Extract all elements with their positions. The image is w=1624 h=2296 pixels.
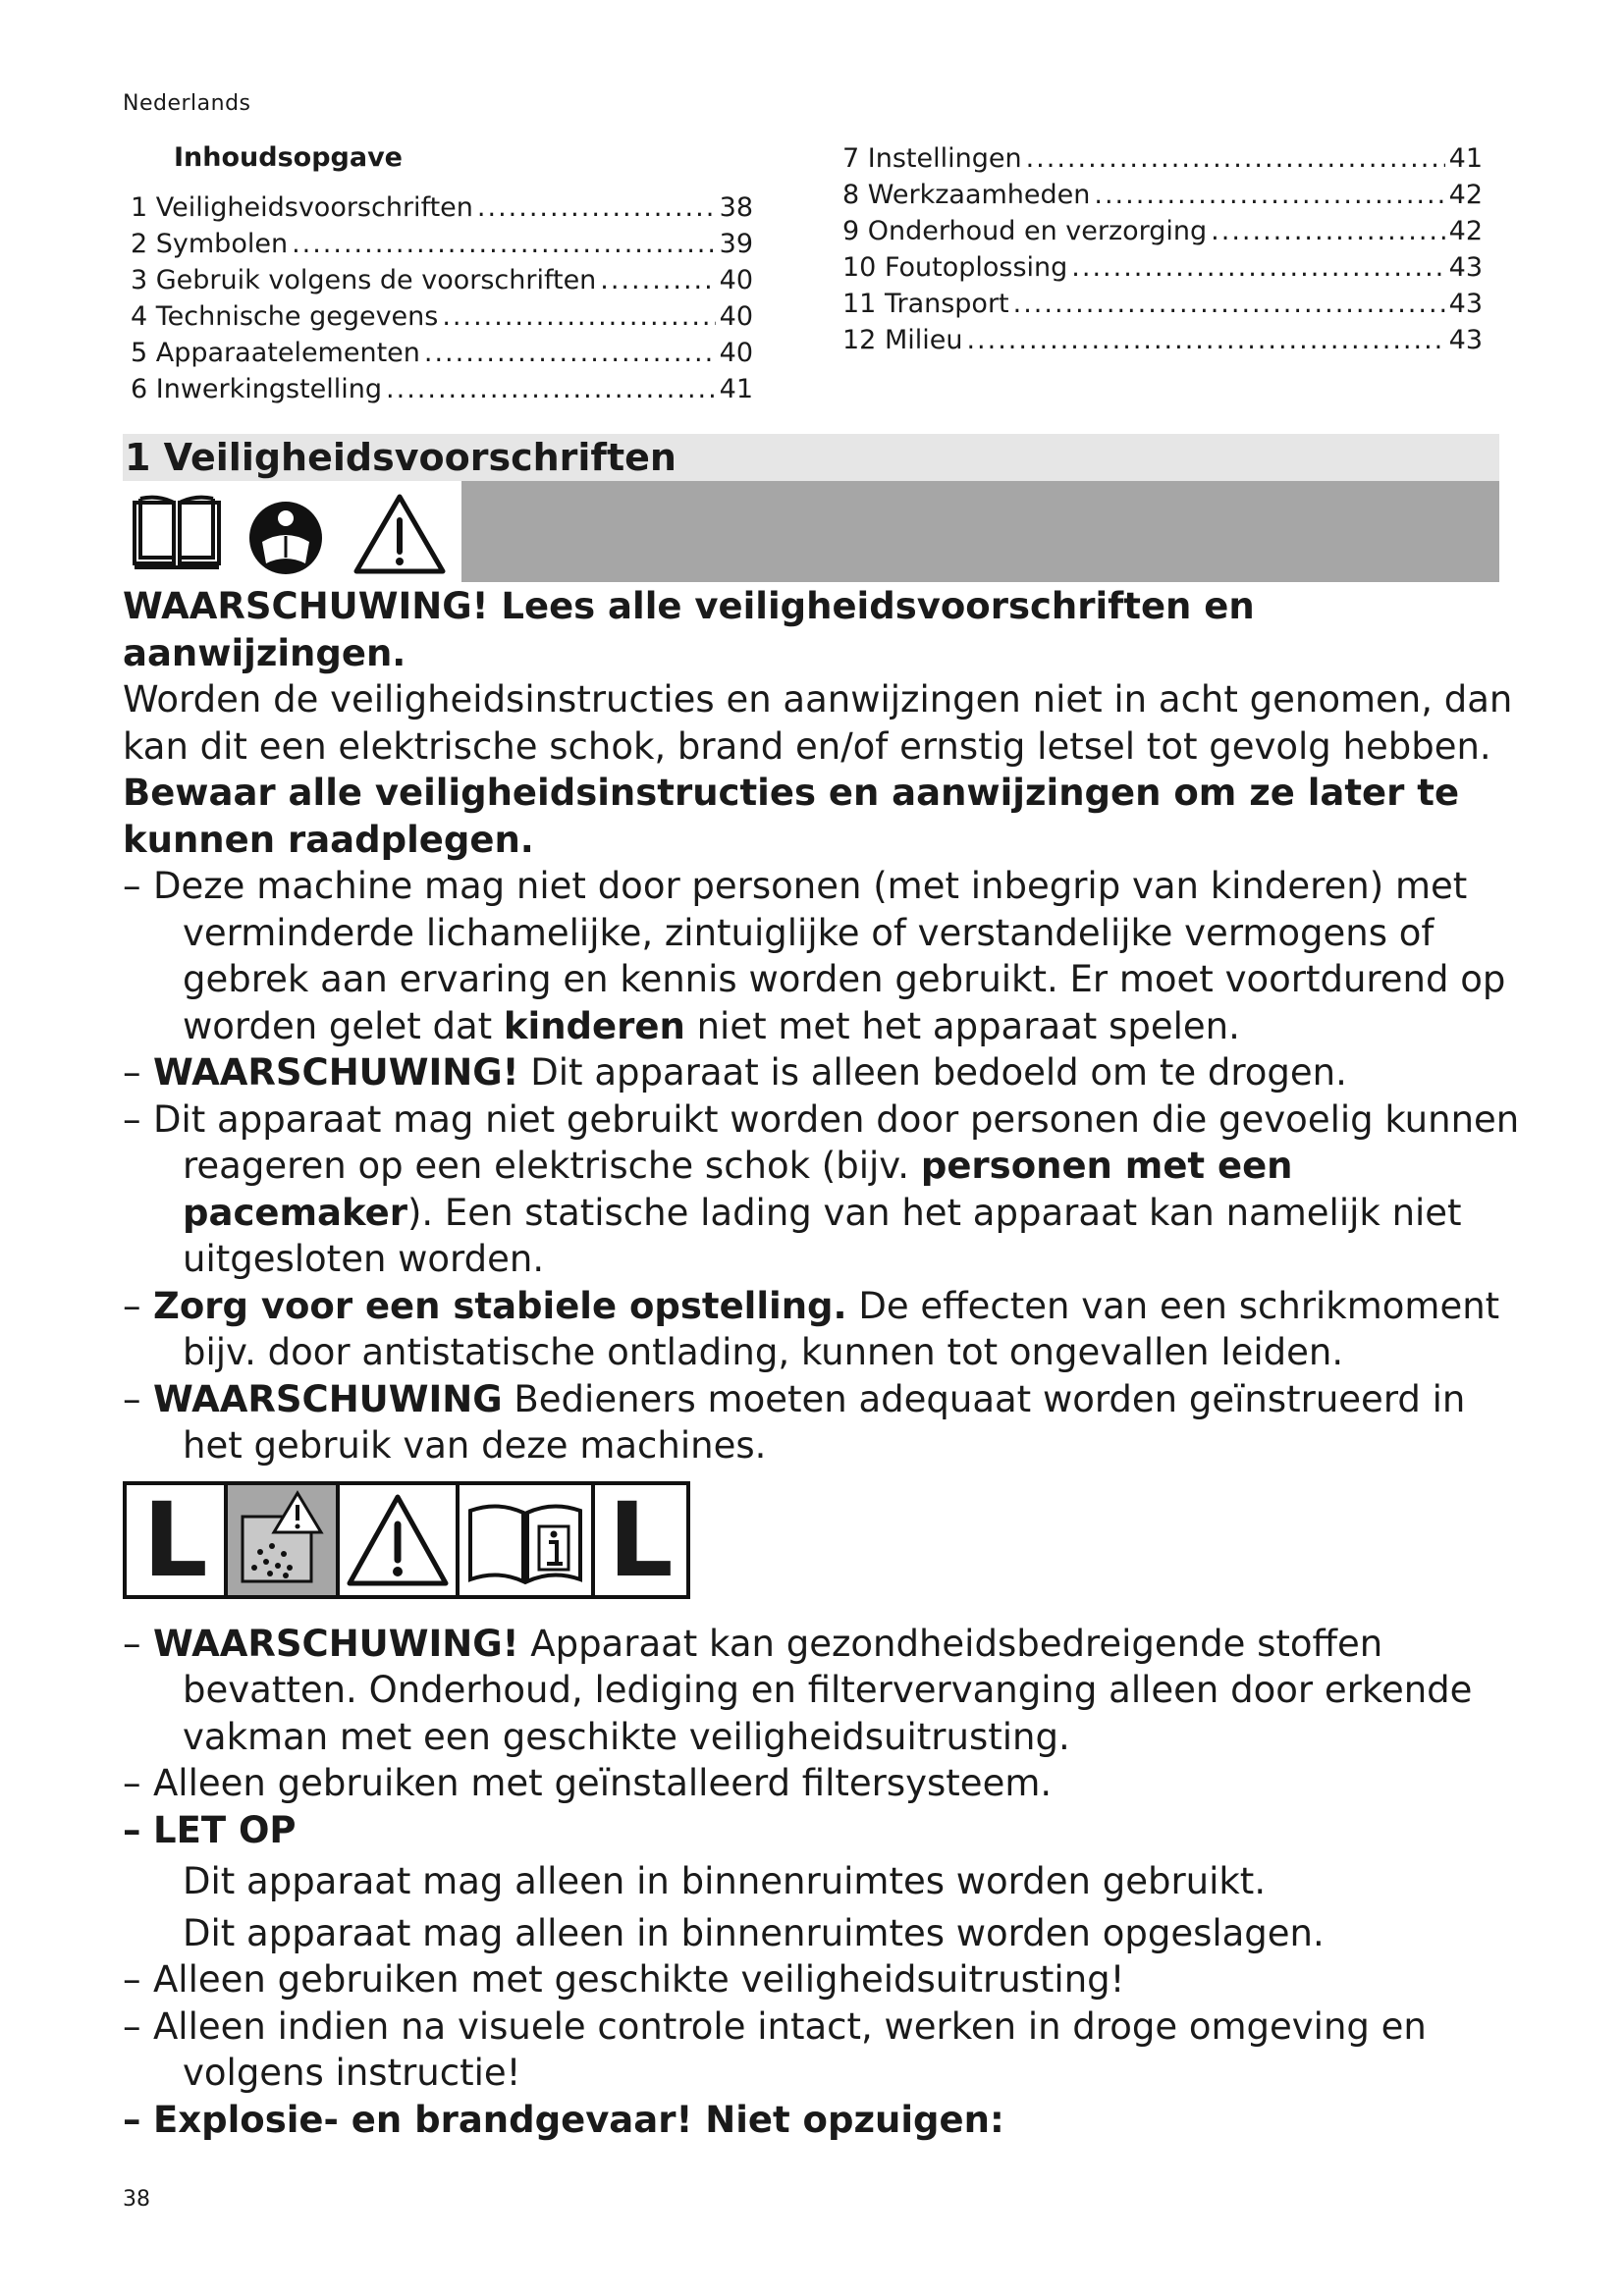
toc-entry-label: 12 Milieu <box>842 325 963 355</box>
toc-leader-dots <box>292 226 716 262</box>
toc-entry-page: 40 <box>719 301 753 332</box>
toc-entry-label: 1 Veiligheidsvoorschriften <box>131 192 473 223</box>
toc-entry-label: 4 Technische gegevens <box>131 301 439 332</box>
info-manual-icon <box>460 1481 595 1599</box>
list-dash: – <box>123 1051 141 1094</box>
toc-leader-dots <box>1071 249 1444 286</box>
toc-leader-dots <box>600 262 715 298</box>
warning-heading: WAARSCHUWING! Lees alle veiligheidsvoorschriften en aanwijzingen. <box>123 585 1255 674</box>
toc-entry-page: 43 <box>1448 289 1483 319</box>
safety-item <box>123 1049 1527 1096</box>
list-dash: – <box>123 2098 141 2141</box>
list-dash: – <box>123 865 141 907</box>
toc-entry[interactable] <box>842 249 1483 286</box>
document-language: Nederlands <box>123 91 251 116</box>
list-dash: – <box>123 1958 141 2001</box>
toc-entry-label: 5 Apparaatelementen <box>131 338 420 368</box>
toc-entry[interactable] <box>131 335 753 371</box>
safety-item <box>123 1621 1527 1761</box>
item-subline: Dit apparaat mag alleen in binnenruimtes worden opgeslagen. <box>183 1911 1325 1954</box>
info-manual-icon <box>464 1491 586 1589</box>
toc-leader-dots <box>1211 213 1444 249</box>
toc-entry-page: 40 <box>719 265 753 295</box>
item-emphasis: personen met een pacemaker <box>183 1145 1293 1234</box>
toc-entry[interactable] <box>842 213 1483 249</box>
toc-entry[interactable] <box>842 177 1483 213</box>
list-dash: – <box>123 1762 141 1804</box>
hazardous-dust-icon <box>233 1489 331 1591</box>
item-text: Alleen gebruiken met geschikte veiligheidsuitrusting! <box>153 1958 1125 2001</box>
toc-entry[interactable] <box>842 140 1483 177</box>
item-emphasis: WAARSCHUWING! <box>153 1051 519 1094</box>
toc-entry-label: 3 Gebruik volgens de voorschriften <box>131 265 597 295</box>
toc-entry-page: 41 <box>1448 143 1483 174</box>
warning-triangle-icon <box>340 1481 460 1599</box>
dust-class-pictograms <box>123 1481 1527 1599</box>
safety-item <box>123 1376 1527 1469</box>
toc-entry[interactable] <box>842 322 1483 358</box>
list-dash: – <box>123 1284 141 1327</box>
toc-entry-label: 7 Instellingen <box>842 143 1022 174</box>
toc-entry[interactable] <box>131 189 753 226</box>
item-emphasis: WAARSCHUWING <box>153 1377 503 1420</box>
dust-class-letter: L <box>142 1479 208 1600</box>
toc-entry-label: 9 Onderhoud en verzorging <box>842 216 1208 246</box>
toc-entry-page: 42 <box>1448 180 1483 210</box>
warning-triangle-icon <box>351 491 449 577</box>
toc-entry-page: 42 <box>1448 216 1483 246</box>
warning-triangle-icon <box>344 1491 452 1589</box>
item-text: Alleen gebruiken met geïnstalleerd filtersysteem. <box>153 1762 1053 1804</box>
safety-item <box>123 1283 1527 1376</box>
toc-entry-page: 43 <box>1448 325 1483 355</box>
toc-entry-label: 2 Symbolen <box>131 229 289 259</box>
safety-item <box>123 1760 1527 1807</box>
keep-instructions-heading: Bewaar alle veiligheidsinstructies en aanwijzingen om ze later te kunnen raadplegen. <box>123 772 1460 861</box>
warning-text: Worden de veiligheidsinstructies en aanwijzingen niet in acht genomen, dan kan dit een elektrische schok, brand en/of ernstig letsel tot gevolg hebben. <box>123 678 1513 768</box>
toc-entry[interactable] <box>131 226 753 262</box>
toc-leader-dots <box>1026 140 1445 177</box>
manual-book-icon <box>131 495 223 569</box>
toc-entry-page: 41 <box>719 374 753 404</box>
toc-entry[interactable] <box>842 286 1483 322</box>
dust-class-l-left <box>123 1481 228 1599</box>
dust-class-l-right <box>595 1481 690 1599</box>
toc-entry-page: 39 <box>719 229 753 259</box>
safety-instructions <box>123 583 1527 2143</box>
list-dash: – <box>123 1097 141 1141</box>
toc-title: Inhoudsopgave <box>174 142 403 173</box>
item-text: Apparaat kan gezondheidsbedreigende stoffen bevatten. Onderhoud, lediging en filtervervanging alleen door erkende vakman met een geschikte veiligheidsuitrusting. <box>183 1622 1473 1758</box>
toc-leader-dots <box>1013 286 1445 322</box>
toc-entry[interactable] <box>131 371 753 407</box>
list-dash: – <box>123 1808 141 1851</box>
list-dash: – <box>123 1377 141 1420</box>
item-emphasis: WAARSCHUWING! <box>153 1622 519 1665</box>
item-emphasis: Explosie- en brandgevaar! Niet opzuigen: <box>153 2098 1004 2141</box>
hazardous-dust-icon <box>228 1481 340 1599</box>
safety-item-heading <box>123 1807 1527 1854</box>
item-text: Dit apparaat is alleen bedoeld om te drogen. <box>518 1051 1347 1094</box>
toc-column-left <box>131 189 753 407</box>
safety-item <box>123 1956 1527 2003</box>
item-text: De effecten van een schrikmoment bijv. door antistatische ontlading, kunnen tot ongevallen leiden. <box>183 1284 1500 1373</box>
item-text: Alleen indien na visuele controle intact, werken in droge omgeving en volgens instructie! <box>153 2004 1427 2094</box>
toc-entry-page: 43 <box>1448 252 1483 283</box>
page-number: 38 <box>123 2187 150 2212</box>
read-manual-icon <box>246 499 325 577</box>
toc-leader-dots <box>966 322 1444 358</box>
toc-entry-label: 6 Inwerkingstelling <box>131 374 383 404</box>
toc-leader-dots <box>1094 177 1444 213</box>
dust-class-letter: L <box>608 1479 674 1600</box>
safety-item <box>123 1096 1527 1283</box>
safety-item <box>123 863 1527 1049</box>
item-text: ). Een statische lading van het apparaat kan namelijk niet uitgesloten worden. <box>183 1191 1462 1280</box>
toc-leader-dots <box>386 371 716 407</box>
toc-leader-dots <box>442 298 715 335</box>
toc-leader-dots <box>424 335 716 371</box>
item-subline: Dit apparaat mag alleen in binnenruimtes worden gebruikt. <box>183 1860 1267 1902</box>
item-emphasis: LET OP <box>153 1808 297 1851</box>
safety-item <box>123 2003 1527 2097</box>
list-dash: – <box>123 1622 141 1665</box>
item-text: Deze machine mag niet door personen (met inbegrip van kinderen) met verminderde lichamelijke, zintuiglijke of verstandelijke vermogens of gebrek aan ervaring en kennis worden gebruikt. Er moet voortdurend op worden gelet dat <box>153 865 1506 1047</box>
toc-entry[interactable] <box>131 298 753 335</box>
item-text: Bedieners moeten adequaat worden geïnstrueerd in het gebruik van deze machines. <box>183 1377 1466 1467</box>
toc-entry[interactable] <box>131 262 753 298</box>
toc-entry-label: 11 Transport <box>842 289 1009 319</box>
toc-entry-label: 10 Foutoplossing <box>842 252 1068 283</box>
list-dash: – <box>123 2004 141 2048</box>
toc-entry-page: 38 <box>719 192 753 223</box>
section-heading: 1 Veiligheidsvoorschriften <box>123 434 1499 481</box>
toc-leader-dots <box>477 189 716 226</box>
toc-entry-label: 8 Werkzaamheden <box>842 180 1091 210</box>
item-text: niet met het apparaat spelen. <box>684 1004 1240 1047</box>
toc-column-right <box>842 140 1483 358</box>
item-emphasis: kinderen <box>503 1004 685 1047</box>
toc-entry-page: 40 <box>719 338 753 368</box>
safety-item <box>123 2097 1527 2144</box>
item-emphasis: Zorg voor een stabiele opstelling. <box>153 1284 847 1327</box>
section-symbol-band <box>123 481 1499 582</box>
item-text: Dit apparaat mag niet gebruikt worden door personen die gevoelig kunnen reageren op een elektrische schok (bijv. <box>153 1097 1520 1187</box>
